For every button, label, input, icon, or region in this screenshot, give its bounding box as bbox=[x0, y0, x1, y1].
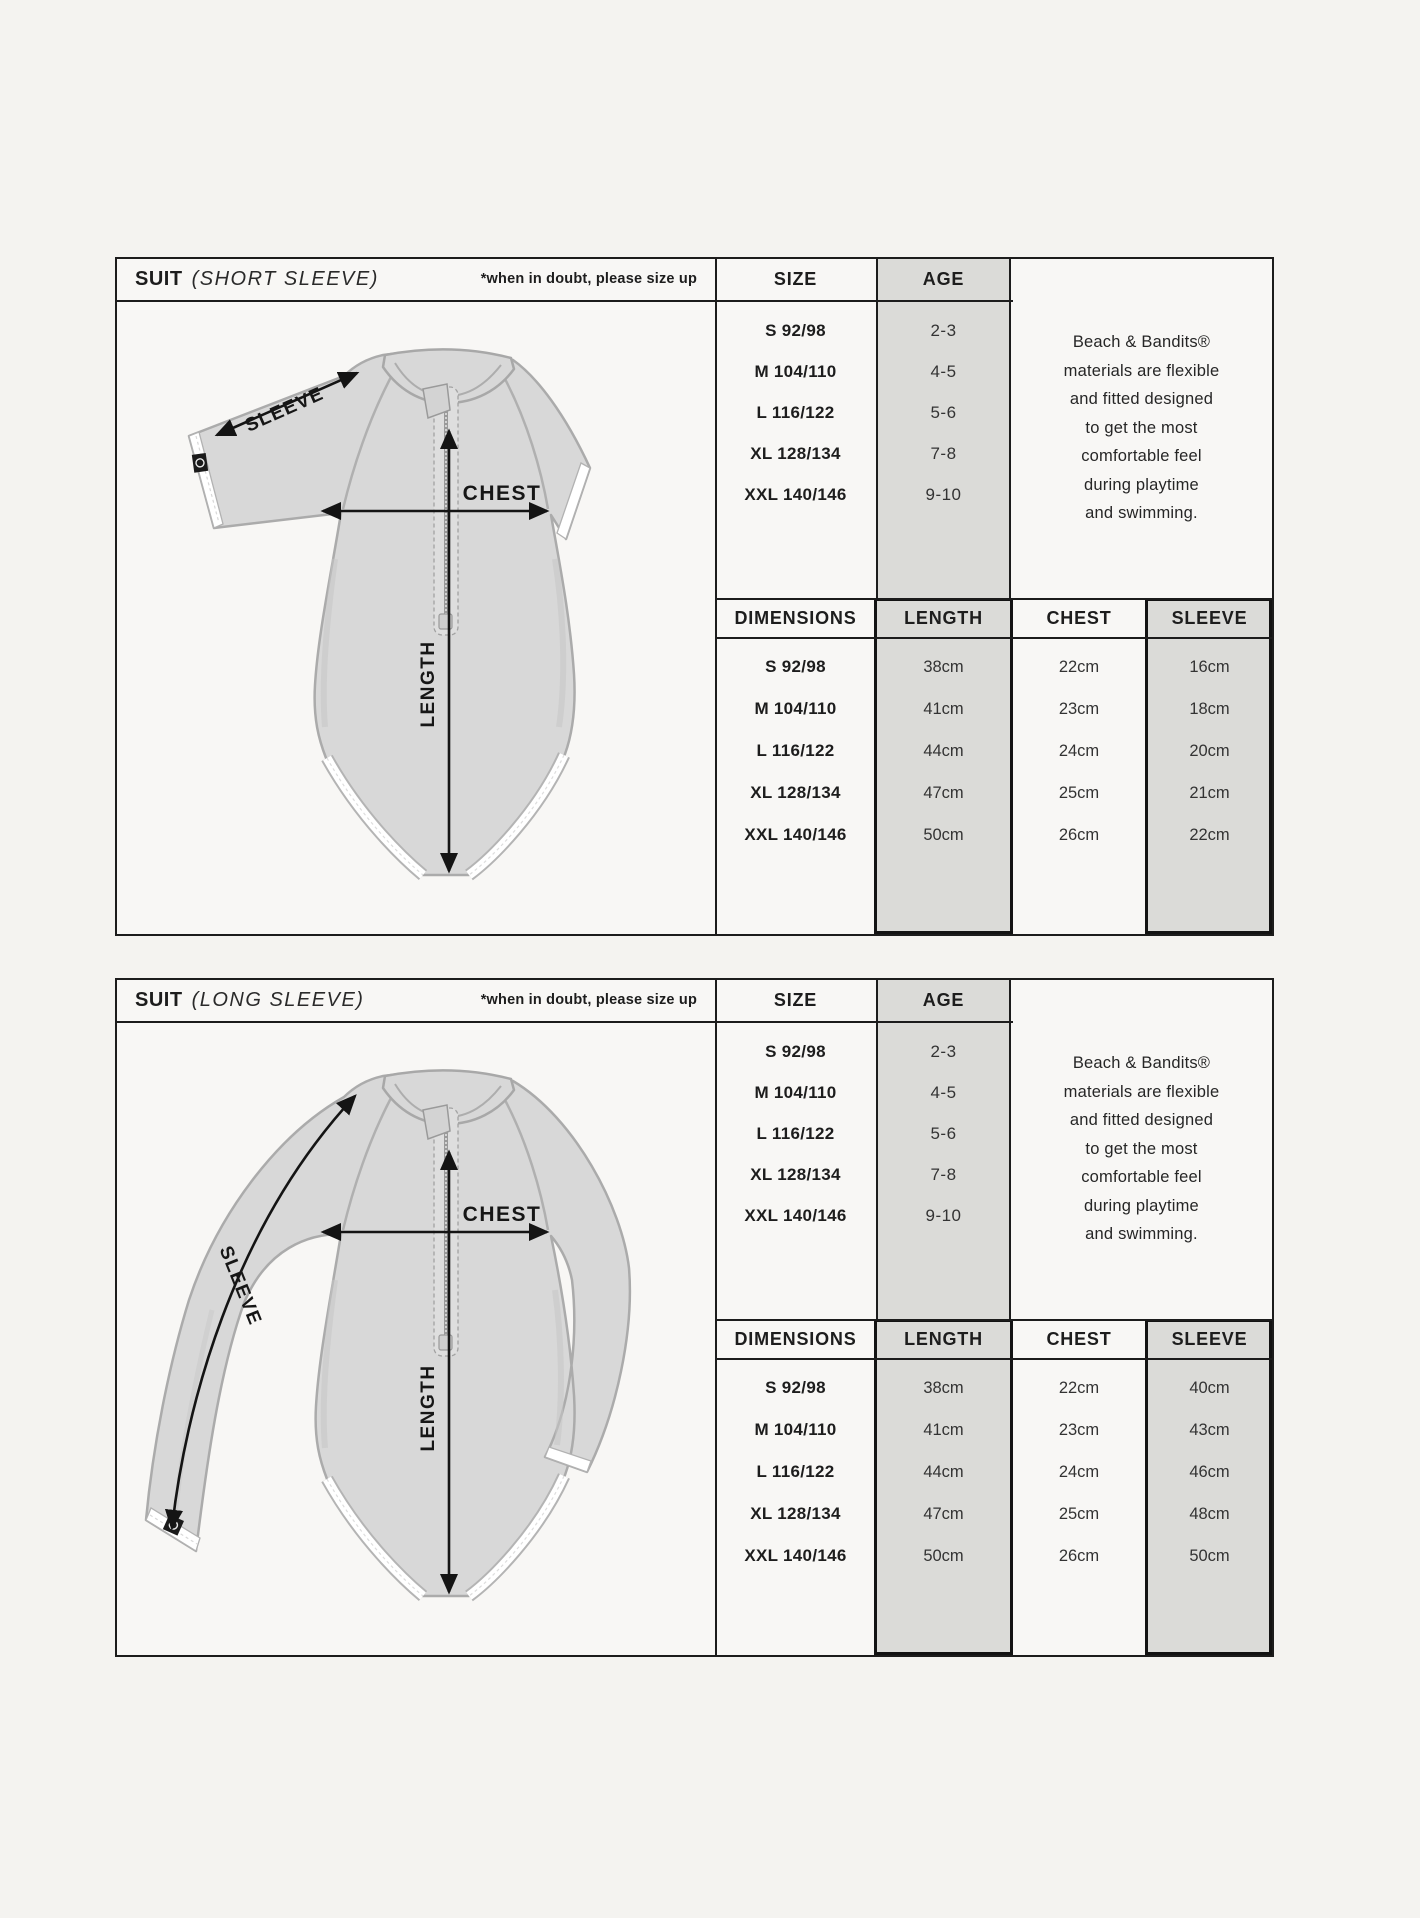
table-row bbox=[715, 1493, 1272, 1535]
sleeve-cell: 48cm bbox=[1189, 1504, 1230, 1523]
age-cell: 2-3 bbox=[930, 1041, 957, 1061]
size-cell: XXL 140/146 bbox=[744, 484, 847, 504]
table-row bbox=[715, 1195, 1011, 1236]
age-cell: 5-6 bbox=[930, 1123, 957, 1143]
table-row bbox=[715, 474, 1011, 515]
age-cell: 4-5 bbox=[930, 1082, 957, 1102]
info-line: to get the most bbox=[1085, 418, 1198, 437]
info-line: comfortable feel bbox=[1081, 1168, 1202, 1186]
sleeve-cell: 16cm bbox=[1189, 657, 1230, 676]
size-age-table bbox=[715, 1023, 1011, 1236]
length-cell: 47cm bbox=[923, 783, 964, 802]
sizing-note: *when in doubt, please size up bbox=[480, 271, 697, 287]
dimensions-column-header: DIMENSIONS bbox=[734, 608, 857, 628]
table-row bbox=[715, 1367, 1272, 1409]
table-row bbox=[715, 1072, 1011, 1113]
size-cell: S 92/98 bbox=[765, 1378, 826, 1397]
size-chart-panel-short-sleeve bbox=[115, 257, 1274, 936]
sizing-note: *when in doubt, please size up bbox=[480, 992, 697, 1008]
length-cell: 44cm bbox=[923, 1462, 964, 1481]
size-cell: XL 128/134 bbox=[750, 1164, 841, 1184]
sleeve-cell: 50cm bbox=[1189, 1546, 1230, 1565]
table-row bbox=[715, 433, 1011, 474]
length-column-header: LENGTH bbox=[904, 608, 983, 628]
panel-title-product: SUIT bbox=[135, 989, 183, 1011]
chest-dimension-label: CHEST bbox=[462, 482, 542, 505]
size-cell: XL 128/134 bbox=[750, 443, 841, 463]
chest-cell: 25cm bbox=[1058, 1504, 1100, 1523]
info-line: Beach & Bandits® bbox=[1072, 1054, 1211, 1072]
materials-description bbox=[1011, 328, 1272, 528]
length-dimension-label: LENGTH bbox=[418, 1364, 439, 1452]
length-cell: 38cm bbox=[923, 1378, 964, 1397]
age-cell: 7-8 bbox=[930, 1164, 957, 1184]
length-cell: 44cm bbox=[923, 741, 964, 760]
chest-cell: 25cm bbox=[1058, 783, 1100, 802]
size-cell: XL 128/134 bbox=[750, 783, 841, 802]
sleeve-cell: 21cm bbox=[1189, 783, 1230, 802]
table-row bbox=[715, 1535, 1272, 1577]
info-line: during playtime bbox=[1084, 475, 1199, 494]
size-column-header: SIZE bbox=[773, 990, 818, 1010]
size-cell: XL 128/134 bbox=[750, 1504, 841, 1523]
chest-cell: 23cm bbox=[1058, 1420, 1100, 1439]
sleeve-cell: 20cm bbox=[1189, 741, 1230, 760]
panel-title-variant: (LONG SLEEVE) bbox=[191, 989, 365, 1011]
chest-cell: 23cm bbox=[1058, 699, 1100, 718]
table-row bbox=[715, 646, 1272, 688]
dimensions-table bbox=[715, 639, 1272, 856]
info-line: and fitted designed bbox=[1069, 390, 1214, 408]
length-cell: 47cm bbox=[923, 1504, 964, 1523]
size-cell: XXL 140/146 bbox=[744, 1205, 847, 1225]
long-sleeve-suit-diagram bbox=[117, 980, 715, 1655]
chest-cell: 24cm bbox=[1058, 1462, 1100, 1481]
table-row bbox=[715, 1031, 1011, 1072]
size-cell: S 92/98 bbox=[765, 320, 826, 340]
chest-dimension-label: CHEST bbox=[462, 1203, 542, 1226]
info-line: materials are flexible bbox=[1063, 1082, 1220, 1101]
panel-title bbox=[135, 259, 379, 300]
chest-column-header: CHEST bbox=[1046, 1329, 1112, 1349]
size-cell: L 116/122 bbox=[756, 1123, 835, 1143]
table-row bbox=[715, 772, 1272, 814]
sleeve-column-header: SLEEVE bbox=[1171, 1329, 1248, 1349]
sleeve-cell: 18cm bbox=[1189, 699, 1230, 718]
info-line: during playtime bbox=[1084, 1196, 1199, 1215]
info-line: to get the most bbox=[1085, 1139, 1198, 1158]
size-cell: L 116/122 bbox=[756, 741, 835, 760]
length-cell: 41cm bbox=[923, 1420, 964, 1439]
chest-column-header: CHEST bbox=[1046, 608, 1112, 628]
materials-description bbox=[1011, 1049, 1272, 1249]
sleeve-cell: 46cm bbox=[1189, 1462, 1230, 1481]
size-cell: M 104/110 bbox=[754, 361, 837, 381]
size-cell: M 104/110 bbox=[754, 1420, 837, 1439]
chest-cell: 22cm bbox=[1058, 657, 1100, 676]
info-line: comfortable feel bbox=[1081, 447, 1202, 465]
age-cell: 4-5 bbox=[930, 361, 957, 381]
table-row bbox=[715, 688, 1272, 730]
dimensions-table bbox=[715, 1360, 1272, 1577]
panel-title-product: SUIT bbox=[135, 268, 183, 290]
age-column-header: AGE bbox=[922, 990, 965, 1010]
table-row bbox=[715, 1113, 1011, 1154]
table-row bbox=[715, 392, 1011, 433]
sleeve-cell: 22cm bbox=[1189, 825, 1230, 844]
info-line: Beach & Bandits® bbox=[1072, 333, 1211, 351]
table-row bbox=[715, 1451, 1272, 1493]
age-cell: 9-10 bbox=[925, 484, 962, 504]
table-row bbox=[715, 730, 1272, 772]
size-cell: M 104/110 bbox=[754, 699, 837, 718]
length-cell: 50cm bbox=[923, 825, 964, 844]
size-cell: L 116/122 bbox=[756, 402, 835, 422]
sleeve-column-header: SLEEVE bbox=[1171, 608, 1248, 628]
table-row bbox=[715, 351, 1011, 392]
size-chart-panel-long-sleeve bbox=[115, 978, 1274, 1657]
table-row bbox=[715, 814, 1272, 856]
size-cell: S 92/98 bbox=[765, 657, 826, 676]
age-cell: 2-3 bbox=[930, 320, 957, 340]
info-line: and swimming. bbox=[1085, 504, 1198, 522]
chest-cell: 26cm bbox=[1058, 1546, 1100, 1565]
sleeve-cell: 40cm bbox=[1189, 1378, 1230, 1397]
size-cell: S 92/98 bbox=[765, 1041, 826, 1061]
size-cell: M 104/110 bbox=[754, 1082, 837, 1102]
age-cell: 9-10 bbox=[925, 1205, 962, 1225]
size-cell: XXL 140/146 bbox=[744, 825, 847, 844]
age-column-header: AGE bbox=[922, 269, 965, 289]
panel-title-variant: (SHORT SLEEVE) bbox=[191, 268, 379, 290]
age-cell: 7-8 bbox=[930, 443, 957, 463]
table-row bbox=[715, 1409, 1272, 1451]
size-cell: L 116/122 bbox=[756, 1462, 835, 1481]
age-cell: 5-6 bbox=[930, 402, 957, 422]
info-line: and fitted designed bbox=[1069, 1111, 1214, 1129]
length-cell: 38cm bbox=[923, 657, 964, 676]
chest-cell: 24cm bbox=[1058, 741, 1100, 760]
brand-tag bbox=[192, 453, 208, 473]
sleeve-dimension-label: SLEEVE bbox=[214, 1243, 266, 1329]
length-dimension-label: LENGTH bbox=[418, 640, 439, 728]
size-age-table bbox=[715, 302, 1011, 515]
length-cell: 50cm bbox=[923, 1546, 964, 1565]
short-sleeve-suit-diagram bbox=[117, 259, 715, 934]
table-row bbox=[715, 310, 1011, 351]
chest-cell: 22cm bbox=[1058, 1378, 1100, 1397]
length-cell: 41cm bbox=[923, 699, 964, 718]
sleeve-dimension-label: SLEEVE bbox=[242, 383, 328, 437]
info-line: and swimming. bbox=[1085, 1225, 1198, 1243]
chest-cell: 26cm bbox=[1058, 825, 1100, 844]
info-line: materials are flexible bbox=[1063, 361, 1220, 380]
dimensions-column-header: DIMENSIONS bbox=[734, 1329, 857, 1349]
panel-title bbox=[135, 980, 364, 1021]
sleeve-cell: 43cm bbox=[1189, 1420, 1230, 1439]
table-row bbox=[715, 1154, 1011, 1195]
length-column-header: LENGTH bbox=[904, 1329, 983, 1349]
size-column-header: SIZE bbox=[773, 269, 818, 289]
size-cell: XXL 140/146 bbox=[744, 1546, 847, 1565]
